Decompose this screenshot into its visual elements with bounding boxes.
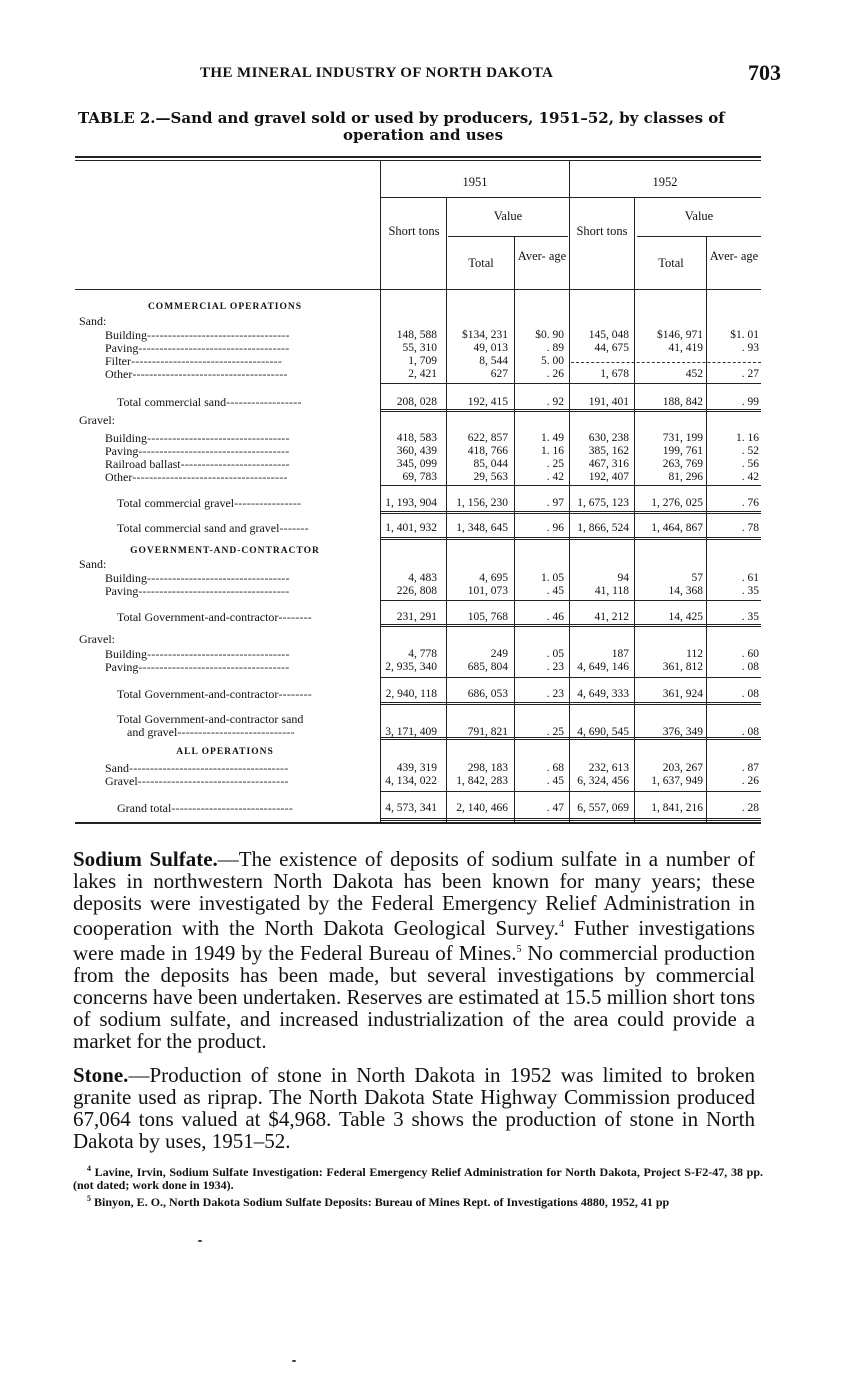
row-label — [117, 713, 303, 725]
header-short-tons-1951: Short tons — [388, 224, 440, 238]
table-top-rule-thin — [75, 160, 761, 161]
table-cell: 4, 483 — [408, 572, 437, 584]
total-rule-below-double — [381, 513, 761, 514]
header-year-1951: 1951 — [462, 175, 488, 189]
row-label-text: Building — [105, 328, 148, 342]
table-cell: 192, 407 — [588, 471, 629, 483]
table-cell: 1, 156, 230 — [456, 497, 508, 509]
table-cell: 145, 048 — [588, 329, 629, 341]
row-label — [105, 355, 282, 367]
table-cell: . 56 — [741, 458, 759, 470]
table-cell: . 35 — [741, 611, 759, 623]
table-cell: . 87 — [741, 762, 759, 774]
running-head — [70, 60, 781, 90]
table-cell: 1, 709 — [408, 355, 437, 367]
row-label-text: Paving — [105, 584, 139, 598]
table-cell: . 23 — [546, 688, 564, 700]
total-rule-below — [381, 818, 761, 819]
table-cell: $134, 231 — [462, 329, 508, 341]
table-cell: 1, 866, 524 — [577, 522, 629, 534]
table-cell: 418, 766 — [467, 445, 508, 457]
table-cell: . 92 — [546, 396, 564, 408]
table-cell: 94 — [617, 572, 629, 584]
row-label — [117, 611, 312, 623]
row-label-text: Sand: — [79, 314, 107, 328]
value-underline-1951 — [448, 236, 568, 237]
row-label — [105, 585, 289, 597]
total-rule-below — [381, 537, 761, 538]
total-rule-below-double — [381, 704, 761, 705]
dot-leader: ------------------------------------ — [138, 584, 290, 598]
total-rule-above — [381, 383, 761, 384]
table-cell: 791, 821 — [467, 726, 508, 738]
table-cell: 630, 238 — [588, 432, 629, 444]
row-label-text: Other — [105, 367, 133, 381]
row-label — [117, 497, 301, 509]
table-cell: . 25 — [546, 726, 564, 738]
row-label-text: Filter — [105, 354, 131, 368]
table-cell: 105, 768 — [467, 611, 508, 623]
table-cell: 2, 140, 466 — [456, 802, 508, 814]
table-cell: 467, 316 — [588, 458, 629, 470]
year-underline — [381, 197, 761, 198]
table-cell: 4, 573, 341 — [385, 802, 437, 814]
table-cell: 627 — [490, 368, 508, 380]
table-cell: 1, 678 — [600, 368, 629, 380]
table-cell: 55, 310 — [402, 342, 437, 354]
dot-leader: ---------------------------------- — [147, 647, 290, 661]
table-cell: 345, 099 — [396, 458, 437, 470]
table-cell: 1, 464, 867 — [651, 522, 703, 534]
dot-leader: ---------------------------------- — [147, 431, 290, 445]
table-cell: . 78 — [741, 522, 759, 534]
row-label — [105, 432, 290, 444]
table-cell: $0. 90 — [535, 329, 564, 341]
table-cell: 4, 649, 333 — [577, 688, 629, 700]
row-label — [105, 342, 289, 354]
table-cell: 622, 857 — [467, 432, 508, 444]
table-cell: 1, 401, 932 — [385, 522, 437, 534]
row-label-continued — [127, 726, 295, 738]
table-cell: . 27 — [741, 368, 759, 380]
table-cell: 1, 675, 123 — [577, 497, 629, 509]
table-cell: 1. 05 — [541, 572, 564, 584]
dot-leader: ------------------------------------ — [131, 354, 283, 368]
row-label — [105, 471, 288, 483]
dashed-rule — [571, 362, 761, 363]
table-cell: . 35 — [741, 585, 759, 597]
row-label-text: and gravel — [127, 725, 178, 739]
table-cell: . 08 — [741, 688, 759, 700]
table-cell: 41, 212 — [594, 611, 629, 623]
row-label-text: Gravel — [105, 774, 138, 788]
dot-leader: ------------------------------------ — [137, 774, 289, 788]
row-label — [79, 315, 106, 327]
footnote-mark: 5 — [87, 1194, 91, 1203]
table-cell: $146, 971 — [657, 329, 703, 341]
table-cell: . 89 — [546, 342, 564, 354]
paragraph-sodium-sulfate — [73, 848, 755, 1052]
table-cell: 8, 544 — [479, 355, 508, 367]
table-cell: 187 — [611, 648, 629, 660]
row-label-text: Total Government-and-contractor — [117, 687, 279, 701]
footnote-ref-4[interactable]: 4 — [558, 919, 564, 930]
column-divider — [380, 160, 381, 822]
table-cell: 1. 16 — [736, 432, 759, 444]
table-cell: 298, 183 — [467, 762, 508, 774]
table-cell: . 23 — [546, 661, 564, 673]
row-label-text: Sand — [105, 761, 129, 775]
table-cell: 101, 073 — [467, 585, 508, 597]
dot-leader: -------------------------- — [180, 457, 290, 471]
table-cell: 1, 637, 949 — [651, 775, 703, 787]
table-cell: 81, 296 — [668, 471, 703, 483]
row-label — [79, 414, 115, 426]
column-divider — [569, 160, 570, 822]
header-total-1951: Total — [468, 256, 494, 270]
table-caption-line-2: operation and uses — [342, 126, 504, 144]
dot-leader: ------------------------------------ — [138, 444, 290, 458]
total-rule-below — [381, 624, 761, 625]
dot-leader: ------- — [279, 521, 309, 535]
row-label — [105, 329, 290, 341]
table-cell: 360, 439 — [396, 445, 437, 457]
row-label — [105, 661, 289, 673]
table-cell: 1, 348, 645 — [456, 522, 508, 534]
table-cell: . 99 — [741, 396, 759, 408]
dot-leader: ---------------------------------- — [147, 571, 290, 585]
row-label — [117, 396, 302, 408]
table-cell: . 47 — [546, 802, 564, 814]
table-cell: 385, 162 — [588, 445, 629, 457]
paragraph-lead-sodium-sulfate: Sodium Sulfate. — [73, 847, 218, 871]
table-cell: . 08 — [741, 661, 759, 673]
table-cell: 1, 276, 025 — [651, 497, 703, 509]
page-number: 703 — [748, 60, 781, 85]
footnote-mark: 4 — [87, 1164, 91, 1173]
paragraph-stone — [73, 1064, 755, 1152]
table-cell: 191, 401 — [588, 396, 629, 408]
table-cell: . 60 — [741, 648, 759, 660]
table-cell: 41, 419 — [668, 342, 703, 354]
total-rule-above — [381, 677, 761, 678]
table-cell: 376, 349 — [662, 726, 703, 738]
table-cell: 2, 421 — [408, 368, 437, 380]
table-cell: 49, 013 — [473, 342, 508, 354]
row-label-text: Total commercial sand — [117, 395, 227, 409]
section-heading: COMMERCIAL OPERATIONS — [147, 302, 303, 312]
total-rule-above — [381, 511, 761, 512]
row-label-text: Building — [105, 431, 148, 445]
table-cell: 199, 761 — [662, 445, 703, 457]
value-underline-1952 — [637, 236, 761, 237]
row-label — [117, 688, 312, 700]
table-caption — [78, 110, 768, 144]
dot-leader: ----------------------------- — [171, 801, 294, 815]
table-cell: 2, 935, 340 — [385, 661, 437, 673]
table-cell: . 26 — [741, 775, 759, 787]
section-heading: GOVERNMENT-AND-CONTRACTOR — [130, 546, 320, 556]
dot-leader: -------------------------------------- — [129, 761, 289, 775]
table-cell: 14, 368 — [668, 585, 703, 597]
table-cell: 4, 778 — [408, 648, 437, 660]
table-cell: 1, 841, 216 — [651, 802, 703, 814]
table-cell: . 26 — [546, 368, 564, 380]
table-cell: . 96 — [546, 522, 564, 534]
header-average-1951: Aver- age — [517, 249, 567, 263]
row-label — [79, 558, 106, 570]
print-speck — [198, 1240, 202, 1242]
table-caption-line-1: TABLE 2.—Sand and gravel sold or used by producers, 1951–52, by classes of — [78, 109, 725, 127]
row-label — [105, 572, 290, 584]
row-label-text: Grand total — [117, 801, 172, 815]
table-cell: 14, 425 — [668, 611, 703, 623]
table-cell: 439, 319 — [396, 762, 437, 774]
footnote-ref-5[interactable]: 5 — [516, 944, 522, 955]
footnote-text: Lavine, Irvin, Sodium Sulfate Investigation: Federal Emergency Relief Administration for North Dakota, Project S-F2-47, 38 pp. (not dated; work done in 1934). — [73, 1165, 763, 1192]
table-cell: . 28 — [741, 802, 759, 814]
table-cell: 4, 695 — [479, 572, 508, 584]
table-cell: 5. 00 — [541, 355, 564, 367]
total-rule-below-double — [381, 820, 761, 821]
footnote-text: Binyon, E. O., North Dakota Sodium Sulfate Deposits: Bureau of Mines Rept. of Investigations 4880, 1952, 41 pp — [91, 1195, 670, 1209]
row-label-text: Paving — [105, 444, 139, 458]
table-cell: . 42 — [546, 471, 564, 483]
row-label — [105, 458, 290, 470]
table-cell: 2, 940, 118 — [385, 688, 437, 700]
table-cell: 148, 588 — [396, 329, 437, 341]
table-bottom-rule — [75, 822, 761, 824]
table-cell: . 05 — [546, 648, 564, 660]
table-cell: 232, 613 — [588, 762, 629, 774]
dot-leader: ---------------- — [234, 496, 302, 510]
paragraph-text: —The existence of deposits of sodium sulfate in a number of lakes in northwestern North Dakota has been known for many years; these deposits were investigated by the Federal Emergency Relief Administration in cooperation with the North Dakota Geological Survey. — [73, 847, 755, 940]
table-top-rule — [75, 156, 761, 158]
total-rule-below-double — [381, 739, 761, 740]
table-cell: 192, 415 — [467, 396, 508, 408]
table-cell: . 42 — [741, 471, 759, 483]
row-label-text: Sand: — [79, 557, 107, 571]
table-cell: 361, 812 — [662, 661, 703, 673]
row-label-text: Paving — [105, 341, 139, 355]
table-cell: 685, 804 — [467, 661, 508, 673]
row-label — [105, 445, 289, 457]
table-cell: . 08 — [741, 726, 759, 738]
dot-leader: ------------------------------------- — [132, 470, 288, 484]
table-cell: 263, 769 — [662, 458, 703, 470]
dot-leader: -------- — [278, 610, 313, 624]
header-average-1952: Aver- age — [709, 249, 759, 263]
table-cell: 4, 649, 146 — [577, 661, 629, 673]
table-cell: 4, 690, 545 — [577, 726, 629, 738]
table-cell: . 25 — [546, 458, 564, 470]
row-label-text: Other — [105, 470, 133, 484]
dot-leader: ------------------------------------- — [132, 367, 288, 381]
footnote-5 — [73, 1192, 763, 1209]
table-cell: $1. 01 — [730, 329, 759, 341]
row-label — [79, 633, 115, 645]
header-bottom-rule — [75, 289, 761, 290]
dot-leader: ------------------------------------ — [138, 660, 290, 674]
paragraph-text: Futher investigations were made in 1949 by the Federal Bureau of Mines. — [73, 916, 755, 965]
row-label-text: Gravel: — [79, 632, 115, 646]
row-label — [105, 775, 289, 787]
table-cell: 203, 267 — [662, 762, 703, 774]
footnotes — [73, 1162, 763, 1209]
dot-leader: ------------------ — [226, 395, 302, 409]
table-cell: 249 — [490, 648, 508, 660]
paragraph-lead-stone: Stone. — [73, 1063, 129, 1087]
table-cell: . 76 — [741, 497, 759, 509]
row-label-text: Total commercial sand and gravel — [117, 521, 280, 535]
row-label-text: Building — [105, 647, 148, 661]
table-cell: 3, 171, 409 — [385, 726, 437, 738]
table-cell: 226, 808 — [396, 585, 437, 597]
table-cell: . 45 — [546, 585, 564, 597]
total-rule-below — [381, 409, 761, 410]
table-cell: . 46 — [546, 611, 564, 623]
table-cell: . 45 — [546, 775, 564, 787]
table-cell: 231, 291 — [396, 611, 437, 623]
dot-leader: -------- — [278, 687, 313, 701]
header-total-1952: Total — [658, 256, 684, 270]
table-cell: 731, 199 — [662, 432, 703, 444]
table-cell: . 97 — [546, 497, 564, 509]
total-rule-above — [381, 791, 761, 792]
header-short-tons-1952: Short tons — [576, 224, 628, 238]
section-heading: ALL OPERATIONS — [176, 747, 274, 757]
total-rule-above — [381, 485, 761, 486]
row-label-text: Paving — [105, 660, 139, 674]
total-rule-below-double — [381, 539, 761, 540]
row-label — [105, 648, 290, 660]
table-cell: 1. 49 — [541, 432, 564, 444]
paragraph-text: —Production of stone in North Dakota in 1952 was limited to broken granite used as riprap. The North Dakota State Highway Commission produced 67,064 tons valued at $4,968. Table 3 shows the production of stone in North Dakota by uses, 1951–52. — [73, 1063, 755, 1153]
header-value-1951: Value — [493, 209, 523, 223]
table-cell: 686, 053 — [467, 688, 508, 700]
table-cell: 6, 557, 069 — [577, 802, 629, 814]
table-cell: . 93 — [741, 342, 759, 354]
row-label-text: Gravel: — [79, 413, 115, 427]
table-cell: 69, 783 — [402, 471, 437, 483]
row-label-text: Total Government-and-contractor — [117, 610, 279, 624]
header-value-1952: Value — [684, 209, 714, 223]
paragraph-text: No commercial production from the deposits has been made, but several investigations by commercial concerns have been undertaken. Reserves are estimated at 15.5 million short tons of sodium sulfate, and increased industrialization of the area could provide a market for the product. — [73, 941, 755, 1053]
table-cell: . 52 — [741, 445, 759, 457]
table-cell: 41, 118 — [594, 585, 629, 597]
table-cell: 208, 028 — [396, 396, 437, 408]
dot-leader: ---------------------------------- — [147, 328, 290, 342]
table-cell: 44, 675 — [594, 342, 629, 354]
total-rule-below-double — [381, 626, 761, 627]
table-cell: 1, 193, 904 — [385, 497, 437, 509]
row-label — [105, 762, 288, 774]
total-rule-below-double — [381, 411, 761, 412]
table-cell: 112 — [686, 648, 703, 660]
table-cell: 4, 134, 022 — [385, 775, 437, 787]
row-label-text: Building — [105, 571, 148, 585]
row-label — [117, 522, 309, 534]
row-label-text: Total Government-and-contractor sand — [117, 712, 304, 726]
table-cell: . 68 — [546, 762, 564, 774]
row-label — [117, 802, 293, 814]
dot-leader: ------------------------------------ — [138, 341, 290, 355]
table-cell: 57 — [691, 572, 703, 584]
print-speck — [292, 1360, 296, 1362]
table-cell: 1, 842, 283 — [456, 775, 508, 787]
row-label-text: Railroad ballast — [105, 457, 181, 471]
table-cell: 1. 16 — [541, 445, 564, 457]
dot-leader: ---------------------------- — [177, 725, 295, 739]
table-cell: . 61 — [741, 572, 759, 584]
table-cell: 85, 044 — [473, 458, 508, 470]
table-cell: 29, 563 — [473, 471, 508, 483]
row-label-text: Total commercial gravel — [117, 496, 235, 510]
table-cell: 361, 924 — [662, 688, 703, 700]
row-label — [105, 368, 288, 380]
table-cell: 418, 583 — [396, 432, 437, 444]
total-rule-above — [381, 702, 761, 703]
running-title: THE MINERAL INDUSTRY OF NORTH DAKOTA — [200, 65, 554, 81]
table-cell: 188, 842 — [662, 396, 703, 408]
footnote-4 — [73, 1162, 763, 1192]
table-cell: 452 — [685, 368, 703, 380]
header-year-1952: 1952 — [652, 175, 678, 189]
total-rule-above — [381, 600, 761, 601]
table-cell: 6, 324, 456 — [577, 775, 629, 787]
